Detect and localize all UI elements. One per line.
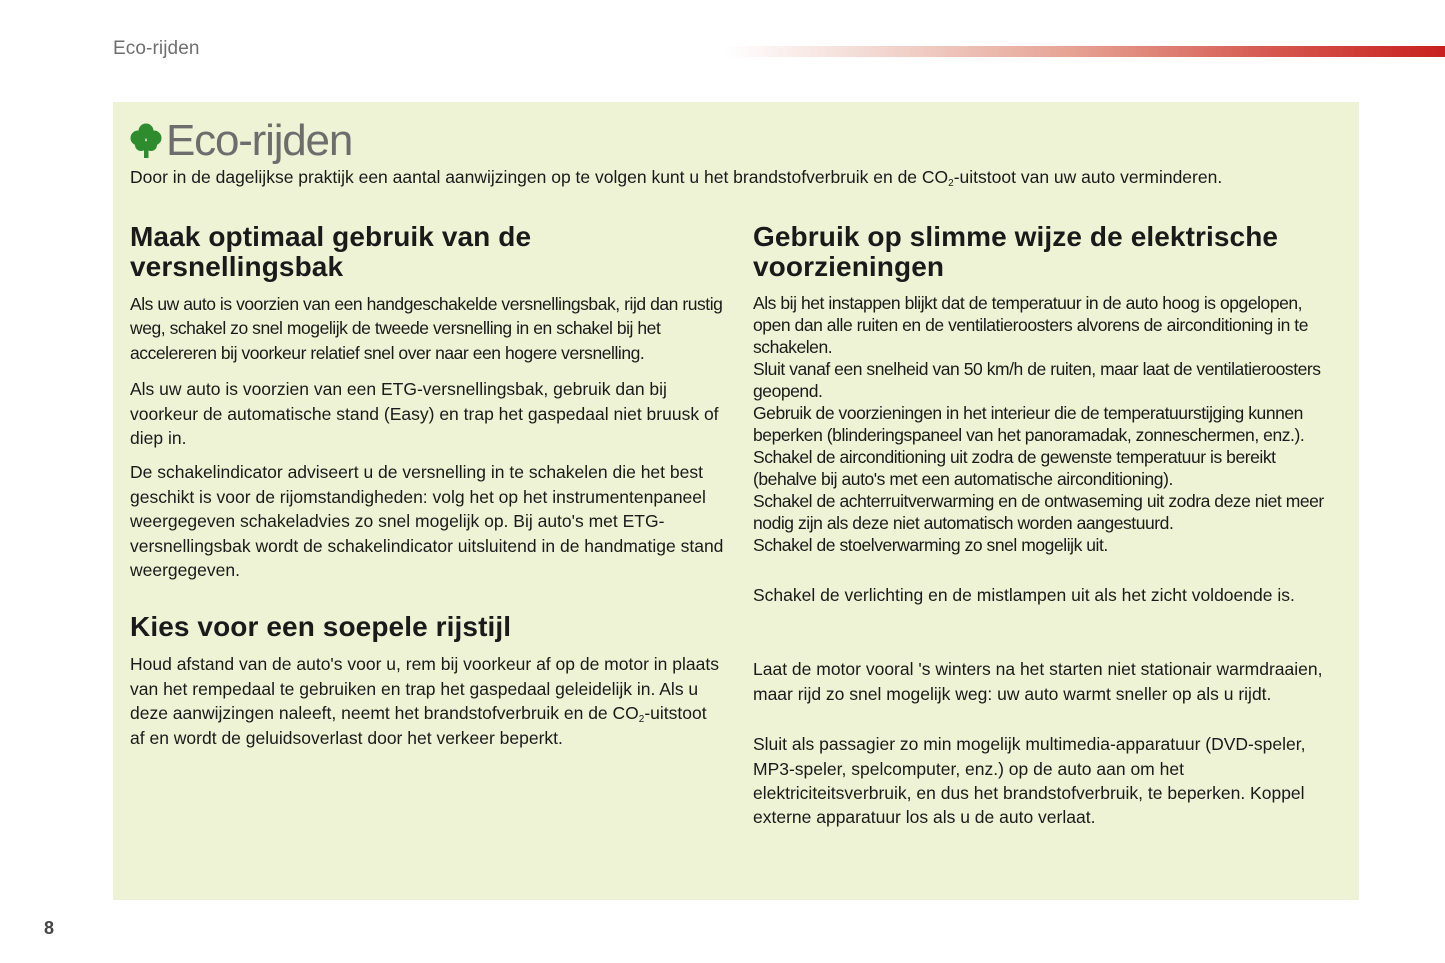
section-heading-gearbox: Maak optimaal gebruik van de versnellingsbak [130,221,532,282]
section-heading-driving-style: Kies voor een soepele rijstijl [130,611,512,643]
paragraph-shift-indicator: De schakelindicator adviseert u de versnelling in te schakelen die het best geschikt is voor de rijomstandigheden: volg het op het instrumentenpaneel weergegeven schakeladvies zo snel mogelijk op. Bij auto's met ETG-versnellingsbak wordt de schakelindicator uitsluitend in de handmatige stand weergegeven. [130,462,724,581]
paragraph-engine-warmup: Laat de motor vooral 's winters na het starten niet stationair warmdraaien, maar rijd zo snel mogelijk weg: uw auto warmt sneller op als u rijdt. [753,659,1323,704]
electrical-tip: Als bij het instappen blijkt dat de temperatuur in de auto hoog is opgelopen, open dan alle ruiten en de ventilatieroosters alvorens de airconditioning in te schakelen. [753,293,1308,357]
paragraph-lights: Schakel de verlichting en de mistlampen uit als het zicht voldoende is. [753,585,1295,605]
electrical-tip: Sluit vanaf een snelheid van 50 km/h de ruiten, maar laat de ventilatieroosters geopend. [753,359,1321,401]
section-heading-electrical: Gebruik op slimme wijze de elektrische voorzieningen [753,221,1279,282]
electrical-tip: Gebruik de voorzieningen in het interieur die de temperatuurstijging kunnen beperken (blinderingspaneel van het panoramadak, zonneschermen, enz.). [753,403,1305,445]
tree-icon [130,122,162,160]
page-title-text: Eco-rijden [166,116,353,165]
left-column [130,222,725,750]
paragraph-manual-gearbox: Als uw auto is voorzien van een handgeschakelde versnellingsbak, rijd dan rustig weg, schakel zo snel mogelijk de tweede versnelling in en schakel bij het accelereren bij voorkeur relatief snel over naar een hogere versnelling. [130,294,723,363]
header-accent-bar [725,46,1445,57]
page-number: 8 [44,918,55,938]
paragraph-multimedia: Sluit als passagier zo min mogelijk multimedia-apparatuur (DVD-speler, MP3-speler, spelcomputer, enz.) op de auto aan om het elektriciteitsverbruik, en dus het brandstofverbruik, te beperken. Koppel externe apparatuur los als u de auto verlaat. [753,734,1306,828]
electrical-tip: Schakel de achterruitverwarming en de ontwaseming uit zodra deze niet meer nodig zijn als deze niet automatisch worden aangestuurd. [753,491,1324,533]
electrical-tip: Schakel de airconditioning uit zodra de gewenste temperatuur is bereikt (behalve bij auto's met een automatische airconditioning). [753,447,1276,489]
right-column [753,222,1343,830]
intro-text: Door in de dagelijkse praktijk een aantal aanwijzingen op te volgen kunt u het brandstofverbruik en de $CO_2$-uitstoot van uw auto verminderen. [130,167,1223,189]
electrical-tip: Schakel de stoelverwarming zo snel mogelijk uit. [753,535,1108,555]
paragraph-etg-gearbox: Als uw auto is voorzien van een ETG-versnellingsbak, gebruik dan bij voorkeur de automatische stand (Easy) en trap het gaspedaal niet bruusk of diep in. [130,379,719,449]
paragraph-driving-style: Houd afstand van de auto's voor u, rem bij voorkeur af op de motor in plaats van het rempedaal te gebruiken en trap het gaspedaal geleidelijk in. Als u deze aanwijzingen naleeft, neemt het brandstofverbruik en de $CO_2$-uitstoot af en wordt de geluidsoverlast door het verkeer beperkt. [130,654,719,748]
running-header: Eco-rijden [113,38,200,59]
paragraph-electrical-tips [753,292,1343,556]
page-title [130,116,352,166]
